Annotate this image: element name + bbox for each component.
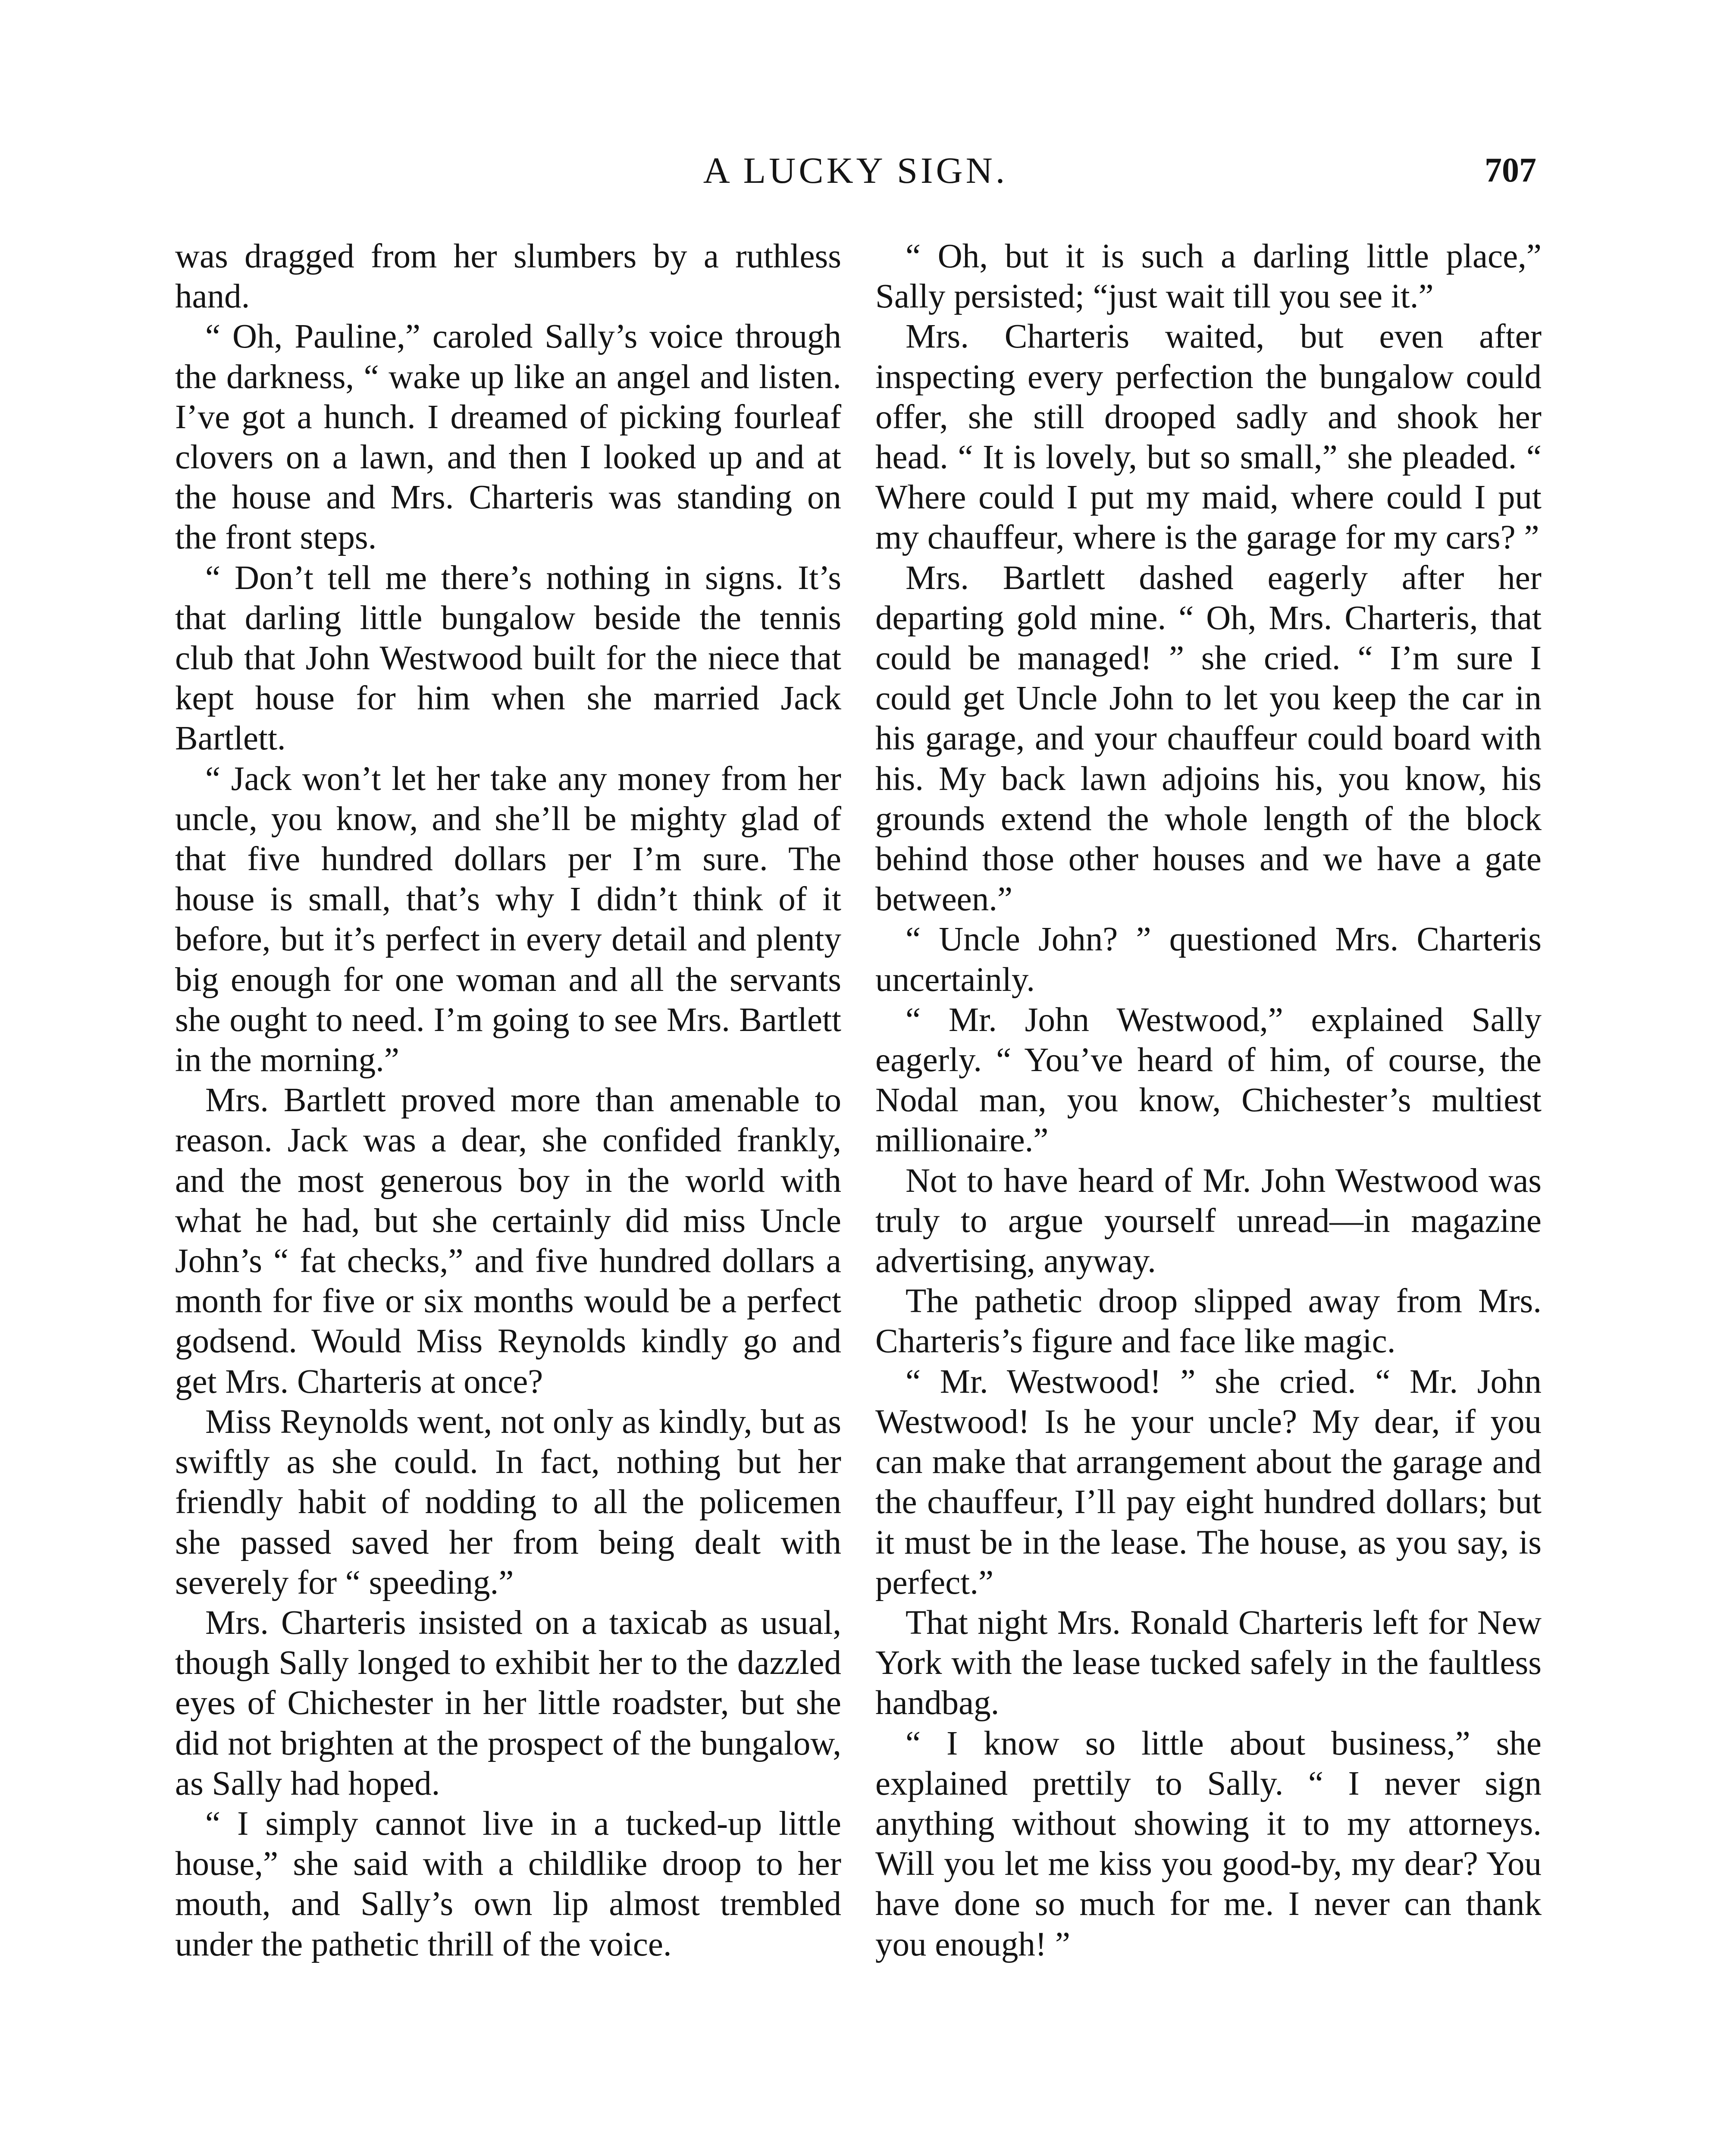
paragraph: Not to have heard of Mr. John Westwood was truly to argue yourself unread—in magazine advertising, anyway. <box>875 1162 1542 1280</box>
paragraph: That night Mrs. Ronald Charteris left for New York with the lease tucked safely in the faultless handbag. <box>875 1604 1542 1722</box>
paragraph: “ Mr. Westwood! ” she cried. “ Mr. John Westwood! Is he your uncle? My dear, if you can make that arrangement about the garage and the chauffeur, I’ll pay eight hundred dollars; but it must be in the lease. The house, as you say, is perfect.” <box>875 1363 1542 1601</box>
paragraph: “ Uncle John? ” questioned Mrs. Charteris uncertainly. <box>875 921 1542 999</box>
running-title: A LUCKY SIGN. <box>703 150 1008 191</box>
paragraph: “ Jack won’t let her take any money from her uncle, you know, and she’ll be mighty glad of that five hundred dollars per I’m sure. The house is small, that’s why I didn’t think of it before, but it’s perfect in every detail and plenty big enough for one woman and all the servants she ought to need. I’m going to see Mrs. Bartlett in the morning.” <box>175 760 841 1079</box>
left-column <box>175 236 841 1965</box>
paragraph: Mrs. Bartlett dashed eagerly after her departing gold mine. “ Oh, Mrs. Charteris, that could be managed! ” she cried. “ I’m sure I could get Uncle John to let you keep the car in his garage, and your chauffeur could board with his. My back lawn adjoins his, you know, his grounds extend the whole length of the block behind those other houses and we have a gate between.” <box>875 559 1542 918</box>
paragraph: Miss Reynolds went, not only as kindly, but as swiftly as she could. In fact, nothing but her friendly habit of nodding to all the policemen she passed saved her from being dealt with severely for “ speeding.” <box>175 1403 841 1601</box>
right-column <box>875 236 1542 1965</box>
paragraph: “ Oh, but it is such a darling little place,” Sally persisted; “just wait till you see it.” <box>875 238 1542 316</box>
paragraph: Mrs. Bartlett proved more than amenable to reason. Jack was a dear, she confided frankly, and the most generous boy in the world with what he had, but she certainly did miss Uncle John’s “ fat checks,” and five hundred dollars a month for five or six months would be a perfect godsend. Would Miss Reynolds kindly go and get Mrs. Charteris at once? <box>175 1081 841 1401</box>
paragraph: “ Oh, Pauline,” caroled Sally’s voice through the darkness, “ wake up like an angel and listen. I’ve got a hunch. I dreamed of picking fourleaf clovers on a lawn, and then I looked up and at the house and Mrs. Charteris was standing on the front steps. <box>175 318 841 557</box>
paragraph: Mrs. Charteris waited, but even after inspecting every perfection the bungalow could offer, she still drooped sadly and shook her head. “ It is lovely, but so small,” she pleaded. “ Where could I put my maid, where could I put my chauffeur, where is the garage for my cars? ” <box>875 318 1542 557</box>
page-number: 707 <box>1485 151 1536 189</box>
paragraph: Mrs. Charteris insisted on a taxicab as usual, though Sally longed to exhibit her to the dazzled eyes of Chichester in her little roadster, but she did not brighten at the prospect of the bungalow, as Sally had hoped. <box>175 1604 841 1802</box>
paragraph: “ Don’t tell me there’s nothing in signs. It’s that darling little bungalow beside the tennis club that John Westwood built for the niece that kept house for him when she married Jack Bartlett. <box>175 559 841 758</box>
paragraph: The pathetic droop slipped away from Mrs. Charteris’s figure and face like magic. <box>875 1282 1542 1360</box>
paragraph: “ I know so little about business,” she explained prettily to Sally. “ I never sign anything without showing it to my attorneys. Will you let me kiss you good-by, my dear? You have done so much for me. I never can thank you enough! ” <box>875 1724 1542 1963</box>
page-header <box>175 142 1536 198</box>
paragraph: was dragged from her slumbers by a ruthless hand. <box>175 238 841 316</box>
paragraph: “ I simply cannot live in a tucked-up little house,” she said with a childlike droop to her mouth, and Sally’s own lip almost trembled under the pathetic thrill of the voice. <box>175 1805 841 1963</box>
paragraph: “ Mr. John Westwood,” explained Sally eagerly. “ You’ve heard of him, of course, the Nodal man, you know, Chichester’s multiest millionaire.” <box>875 1001 1542 1159</box>
